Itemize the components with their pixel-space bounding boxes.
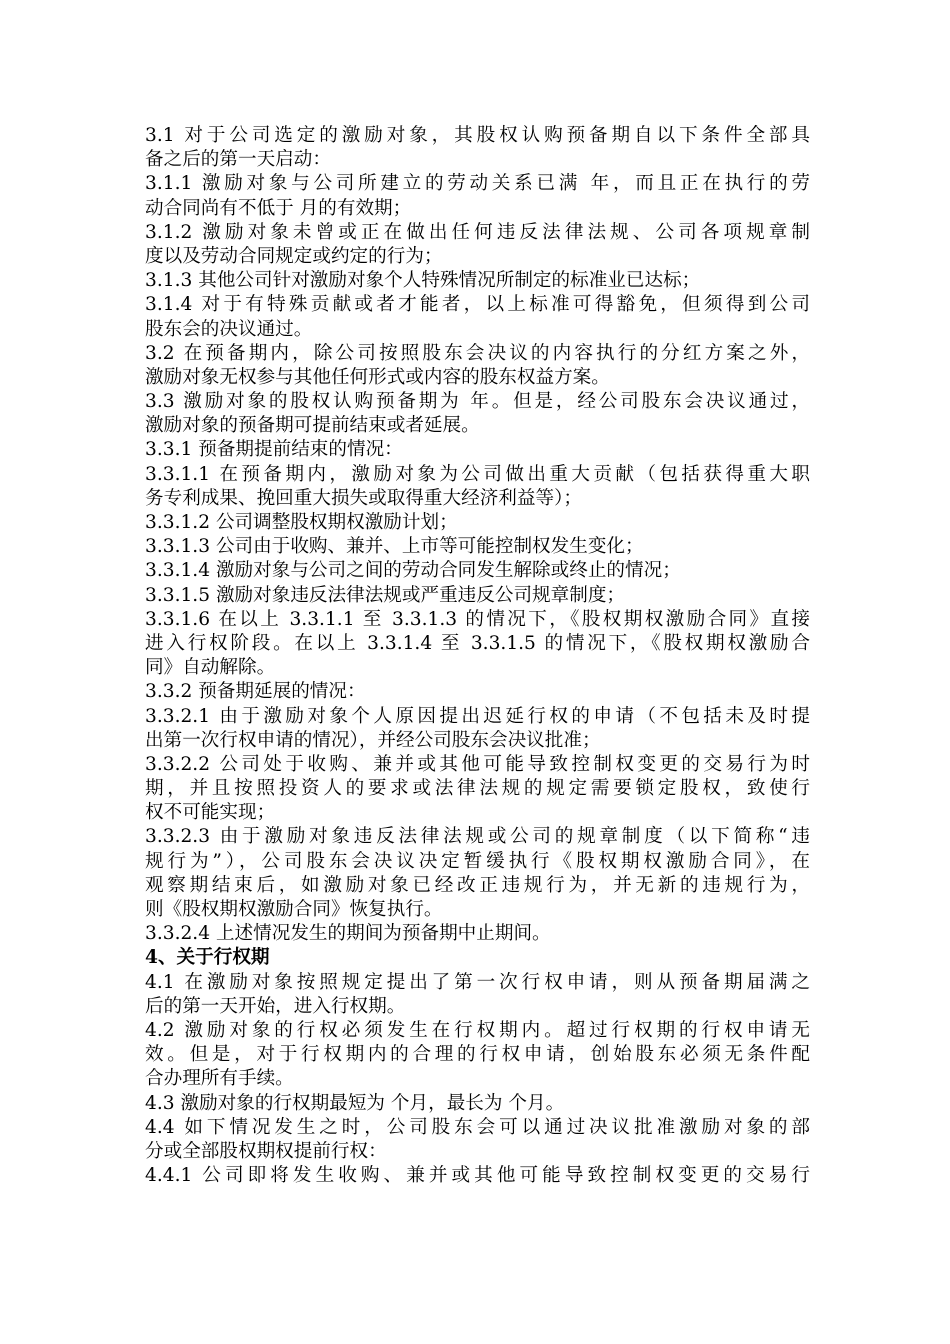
text-line: 4.3 激励对象的行权期最短为 个月，最长为 个月。 [145, 1092, 565, 1114]
text-line: 则《股权期权激励合同》恢复执行。 [145, 899, 443, 920]
text-line: 3.3.2.1 由于激励对象个人原因提出迟延行权的申请（不包括未及时提 [145, 705, 810, 727]
text-line: 同》自动解除。 [145, 657, 276, 679]
text-line: 规行为”），公司股东会决议决定暂缓执行《股权期权激励合同》，在 [145, 850, 810, 872]
text-line: 观察期结束后，如激励对象已经改正违规行为，并无新的违规行为， [145, 874, 810, 896]
text-line: 效。但是，对于行权期内的合理的行权申请，创始股东必须无条件配 [145, 1044, 810, 1066]
text-line: 3.3.1.3 公司由于收购、兼并、上市等可能控制权发生变化； [145, 536, 644, 558]
text-line: 3.3.1.1 在预备期内，激励对象为公司做出重大贡献（包括获得重大职 [145, 463, 810, 485]
text-line: 3.3.2.2 公司处于收购、兼并或其他可能导致控制权变更的交易行为时 [145, 753, 810, 775]
text-line: 后的第一天开始，进入行权期。 [145, 995, 406, 1017]
text-line: 3.3.1.4 激励对象与公司之间的劳动合同发生解除或终止的情况； [145, 560, 681, 582]
text-line: 3.3.2 预备期延展的情况： [145, 681, 366, 703]
text-line: 3.1.2 激励对象未曾或正在做出任何违反法律法规、公司各项规章制 [145, 221, 810, 243]
text-line: 3.3.2.4 上述情况发生的期间为预备期中止期间。 [145, 923, 551, 945]
text-line: 4.2 激励对象的行权必须发生在行权期内。超过行权期的行权申请无 [145, 1019, 810, 1041]
text-line: 股东会的决议通过。 [145, 318, 313, 340]
text-line: 3.3.1 预备期提前结束的情况： [145, 439, 403, 461]
text-line: 务专利成果、挽回重大损失或取得重大经济利益等）； [145, 487, 582, 509]
text-line: 4.4 如下情况发生之时，公司股东会可以通过决议批准激励对象的部 [145, 1116, 810, 1138]
text-line: 3.3.1.5 激励对象违反法律法规或严重违反公司规章制度； [145, 584, 626, 606]
text-line: 3.1.1 激励对象与公司所建立的劳动关系已满 年，而且正在执行的劳 [145, 173, 810, 195]
text-line: 3.1.4 对于有特殊贡献或者才能者，以上标准可得豁免，但须得到公司 [145, 294, 810, 316]
text-line: 期，并且按照投资人的要求或法律法规的规定需要锁定股权，致使行 [145, 778, 810, 800]
text-line: 3.1.3 其他公司针对激励对象个人特殊情况所制定的标准业已达标； [145, 270, 701, 292]
text-line: 3.3 激励对象的股权认购预备期为 年。但是，经公司股东会决议通过， [145, 391, 810, 413]
text-line: 权不可能实现； [145, 802, 276, 824]
text-line: 激励对象无权参与其他任何形式或内容的股东权益方案。 [145, 366, 610, 388]
text-line: 4.1 在激励对象按照规定提出了第一次行权申请，则从预备期届满之 [145, 971, 810, 993]
text-line: 合办理所有手续。 [145, 1068, 294, 1090]
text-line: 动合同尚有不低于 月的有效期； [145, 197, 412, 219]
text-line: 3.2 在预备期内，除公司按照股东会决议的内容执行的分红方案之外， [145, 342, 810, 364]
text-line: 3.3.1.2 公司调整股权期权激励计划； [145, 512, 458, 533]
text-line: 分或全部股权期权提前行权： [145, 1140, 387, 1162]
text-line: 进入行权阶段。在以上 3.3.1.4 至 3.3.1.5 的情况下，《股权期权激励合 [145, 632, 810, 654]
text-line: 备之后的第一天启动： [145, 149, 331, 171]
text-line: 3.3.2.3 由于激励对象违反法律法规或公司的规章制度（以下简称“违 [145, 826, 810, 848]
text-line: 出第一次行权申请的情况），并经公司股东会决议批准； [145, 729, 601, 751]
text-line: 3.1 对于公司选定的激励对象，其股权认购预备期自以下条件全部具 [145, 125, 810, 146]
text-line: 度以及劳动合同规定或约定的行为； [145, 245, 443, 267]
text-line: 激励对象的预备期可提前结束或者延展。 [145, 415, 480, 437]
document-page [145, 124, 810, 1188]
section-heading: 4、关于行权期 [145, 947, 270, 969]
text-line: 3.3.1.6 在以上 3.3.1.1 至 3.3.1.3 的情况下，《股权期权激励合同》直接 [145, 608, 810, 630]
text-line: 4.4.1 公司即将发生收购、兼并或其他可能导致控制权变更的交易行 [145, 1165, 810, 1187]
